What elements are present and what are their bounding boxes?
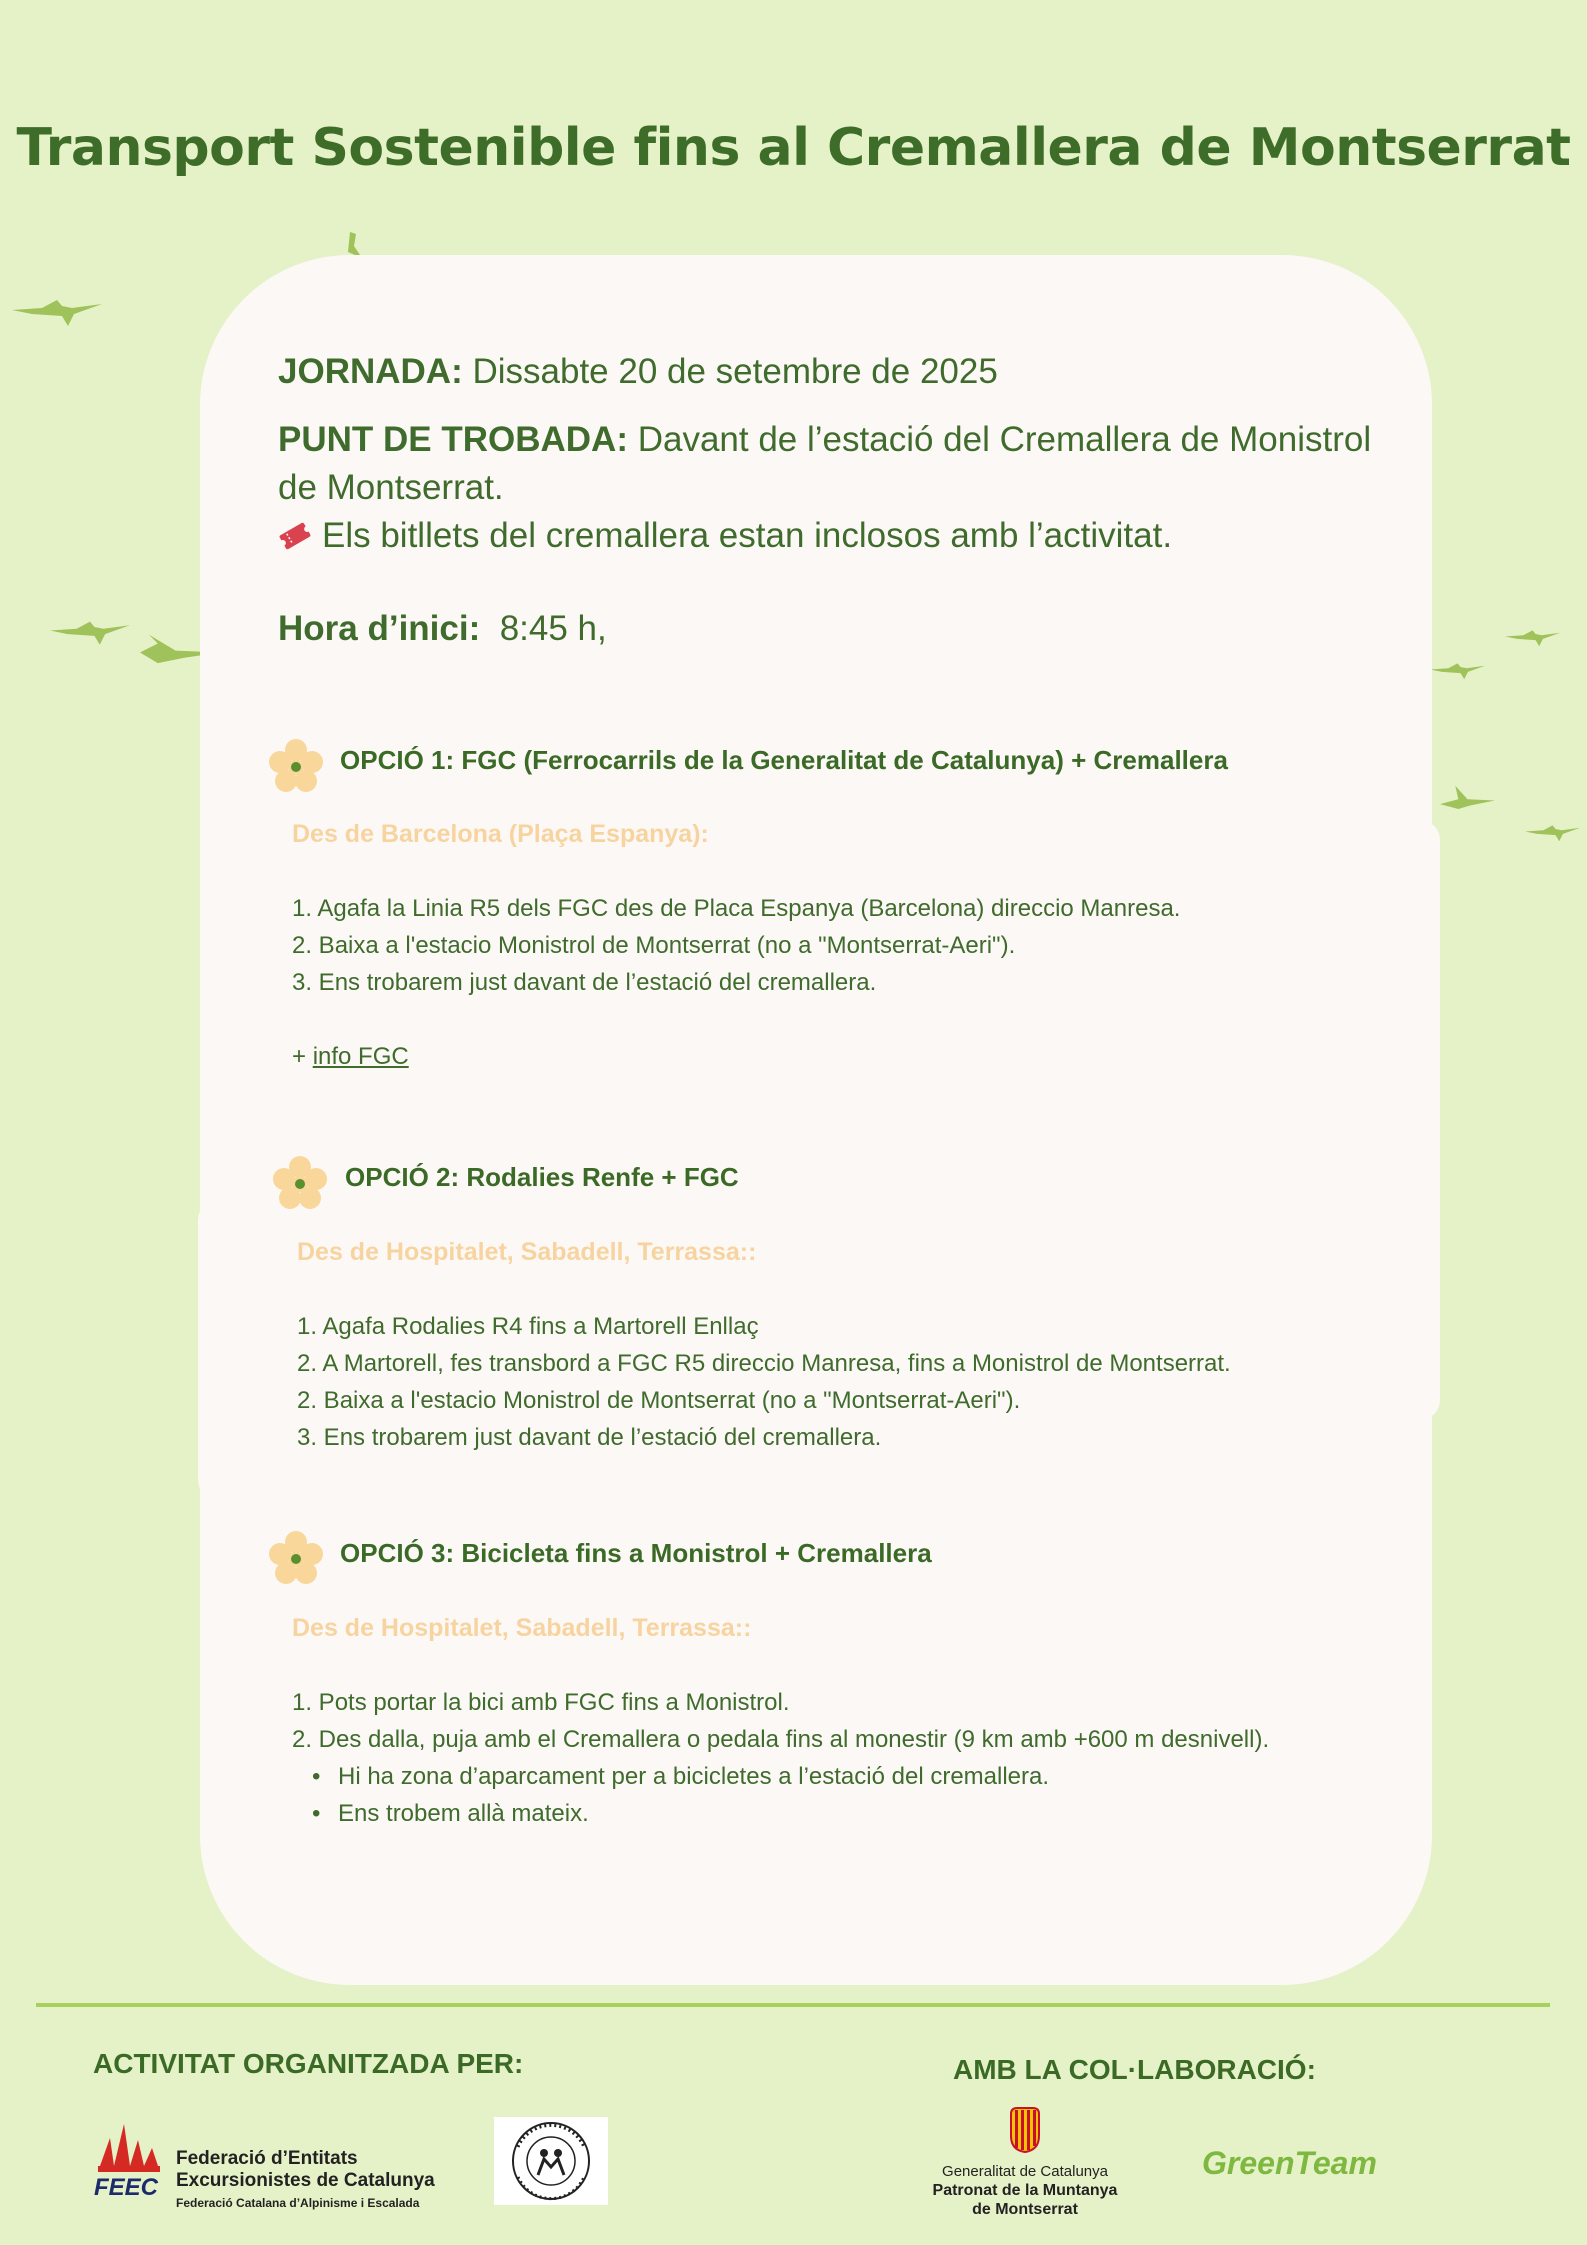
option1-steps [292, 890, 1180, 1075]
feec-logo [92, 2118, 452, 2208]
greenteam-logo: GreenTeam [1202, 2145, 1377, 2181]
hora-value: 8:45 h, [499, 609, 607, 648]
page-title: Transport Sostenible fins al Cremallera de Montserrat [16, 118, 1571, 178]
jornada-value: Dissabte 20 de setembre de 2025 [462, 352, 998, 391]
bird-icon [50, 615, 130, 655]
punt-label: PUNT DE TROBADA: [278, 420, 628, 459]
jornada-label: JORNADA: [278, 352, 463, 391]
tickets-note: Els bitllets del cremallera estan inclosos amb l’activitat. [322, 516, 1173, 555]
footer-divider [36, 2003, 1550, 2007]
flower-icon [268, 1530, 324, 1586]
collaboration-heading: AMB LA COL·LABORACIÓ: [953, 2054, 1316, 2085]
option3-title: OPCIÓ 3: Bicicleta fins a Monistrol + Cremallera [340, 1538, 932, 1568]
list-item: 2. Baixa a l'estacio Monistrol de Montserrat (no a "Montserrat-Aeri"). [297, 1387, 1021, 1414]
feec-line1: Federació d’Entitats [176, 2148, 358, 2169]
list-item: 2. Des dalla, puja amb el Cremallera o pedala fins al monestir (9 km amb +600 m desnivell). [292, 1726, 1270, 1753]
punt-trobada [278, 416, 1371, 560]
generalitat-line3: de Montserrat [972, 2201, 1078, 2218]
list-item: 3. Ens trobarem just davant de l’estació del cremallera. [297, 1424, 882, 1451]
list-item: 3. Ens trobarem just davant de l’estació del cremallera. [292, 969, 877, 996]
info-fgc-line: + info FGC [292, 1043, 409, 1070]
jornada-line [278, 348, 998, 396]
info-fgc-link[interactable]: info FGC [312, 1043, 409, 1070]
seal-logo [494, 2117, 608, 2205]
option2-title: OPCIÓ 2: Rodalies Renfe + FGC [345, 1162, 739, 1192]
option1-subtitle: Des de Barcelona (Plaça Espanya): [292, 820, 709, 848]
list-item: 1. Agafa la Linia R5 dels FGC des de Placa Espanya (Barcelona) direccio Manresa. [292, 895, 1181, 922]
bird-icon [1505, 622, 1560, 657]
bird-icon [12, 290, 102, 340]
bird-icon [1525, 822, 1580, 847]
punt-value-line1: Davant de l’estació del Cremallera de Monistrol [627, 420, 1372, 459]
feec-abbr: FEEC [94, 2174, 159, 2201]
list-item: 2. Baixa a l'estacio Monistrol de Montserrat (no a "Montserrat-Aeri"). [292, 932, 1016, 959]
generalitat-line1: Generalitat de Catalunya [942, 2163, 1108, 2180]
feec-line2: Excursionistes de Catalunya [176, 2170, 435, 2191]
card-edge [198, 1200, 238, 1500]
option1-title: OPCIÓ 1: FGC (Ferrocarrils de la Generalitat de Catalunya) + Cremallera [340, 745, 1228, 775]
bird-icon [1430, 655, 1485, 690]
punt-value-line2: de Montserrat. [278, 468, 504, 507]
option3-steps [292, 1684, 1269, 1832]
flower-icon [268, 738, 324, 794]
feec-line3: Federació Catalana d’Alpinisme i Escalada [176, 2196, 420, 2210]
organized-by-heading: ACTIVITAT ORGANITZADA PER: [93, 2048, 524, 2079]
bullet-item: • Ens trobem allà mateix. [292, 1795, 1269, 1832]
option3-subtitle: Des de Hospitalet, Sabadell, Terrassa:: [292, 1614, 752, 1642]
ticket-icon [278, 515, 312, 543]
option2-subtitle: Des de Hospitalet, Sabadell, Terrassa:: [297, 1238, 757, 1266]
list-item: 1. Agafa Rodalies R4 fins a Martorell Enllaç [297, 1313, 759, 1340]
seal-emblem-icon [494, 2117, 608, 2205]
senyera-icon [1005, 2106, 1045, 2154]
option2-steps [297, 1308, 1231, 1456]
hora-label: Hora d’inici: [278, 609, 481, 648]
list-item: 2. A Martorell, fes transbord a FGC R5 direccio Manresa, fins a Monistrol de Montserrat. [297, 1350, 1231, 1377]
flower-icon [272, 1155, 328, 1211]
bird-icon [1440, 778, 1495, 818]
hora-line [278, 605, 607, 653]
card-edge [1400, 820, 1440, 1420]
bullet-item: • Hi ha zona d’aparcament per a bicicletes a l’estació del cremallera. [292, 1758, 1269, 1795]
generalitat-logo [925, 2106, 1125, 2221]
generalitat-line2: Patronat de la Muntanya [932, 2182, 1118, 2199]
list-item: 1. Pots portar la bici amb FGC fins a Monistrol. [292, 1689, 790, 1716]
